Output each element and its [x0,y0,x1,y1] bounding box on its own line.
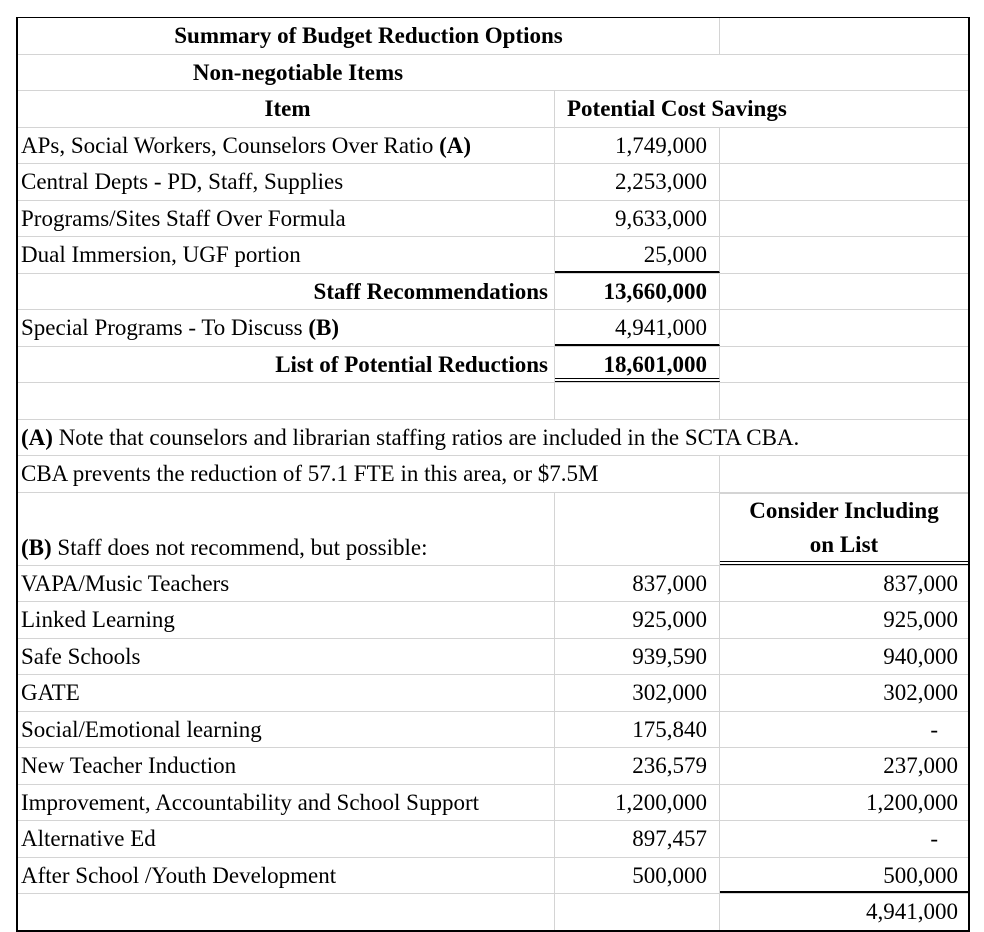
table-row [18,127,968,164]
b-item-label: New Teacher Induction [18,748,555,784]
budget-table [16,17,970,932]
table-row [18,601,968,638]
consider-including-header: Consider Including on List [720,493,968,565]
b-item-value: 500,000 [555,858,720,894]
table-row [18,711,968,748]
b-item-value: 236,579 [555,748,720,784]
subtitle-row [18,54,968,91]
title-row [18,17,968,54]
b-item-label: Improvement, Accountability and School Support [18,785,555,821]
item-label: APs, Social Workers, Counselors Over Ratio (A) [18,128,555,164]
b-item-consider: - [930,826,938,851]
table-row [18,784,968,821]
savings-header: Potential Cost Savings [567,96,787,121]
table-row [18,565,968,602]
blank-row [18,382,968,419]
special-programs-label: Special Programs - To Discuss (B) [18,310,555,346]
list-of-reductions-label: List of Potential Reductions [18,347,555,383]
item-value: 2,253,000 [555,164,720,200]
b-item-value: 1,200,000 [555,785,720,821]
b-item-value: 925,000 [555,602,720,638]
table-row [18,747,968,784]
staff-recommendations-value: 13,660,000 [555,274,720,310]
b-item-label: Social/Emotional learning [18,712,555,748]
section-b-header-row [18,492,968,565]
staff-recommendations-label: Staff Recommendations [18,274,555,310]
table-row [18,309,968,346]
note-a-row [18,419,968,456]
b-item-consider: 500,000 [720,858,968,894]
note-a-row [18,455,968,492]
b-item-label: Linked Learning [18,602,555,638]
item-label: Dual Immersion, UGF portion [18,237,555,273]
table-row [18,674,968,711]
item-header: Item [18,91,555,127]
consider-total: 4,941,000 [866,899,958,924]
b-item-value: 175,840 [555,712,720,748]
consider-total-row [18,893,968,930]
table-row [18,638,968,675]
table-row [18,200,968,237]
b-item-consider: - [930,716,938,742]
b-item-consider: 837,000 [883,570,958,596]
table-title: Summary of Budget Reduction Options [18,18,720,54]
table-row [18,163,968,200]
table-subtitle: Non-negotiable Items [192,59,404,85]
total-row [18,346,968,383]
special-programs-value: 4,941,000 [555,310,720,346]
section-b-label: (B) Staff does not recommend, but possible: [18,493,555,565]
table-row [18,236,968,273]
b-item-value: 939,590 [555,639,720,675]
item-label: Programs/Sites Staff Over Formula [18,201,555,237]
table-row [18,820,968,857]
b-item-consider: 302,000 [883,680,958,705]
item-label: Central Depts - PD, Staff, Supplies [18,164,555,200]
b-item-label: GATE [18,675,555,711]
item-value: 25,000 [555,237,720,273]
b-item-value: 302,000 [555,675,720,711]
note-a-line2: CBA prevents the reduction of 57.1 FTE in this area, or $7.5M [18,456,720,492]
b-item-label: Alternative Ed [18,821,555,857]
b-item-label: VAPA/Music Teachers [18,566,555,602]
b-item-label: Safe Schools [18,639,555,675]
note-a-line1: (A) Note that counselors and librarian staffing ratios are included in the SCTA CBA. [21,424,800,450]
header-row [18,90,968,127]
b-item-label: After School /Youth Development [18,858,555,894]
subtotal-row [18,273,968,310]
b-item-value: 897,457 [555,821,720,857]
b-item-consider: 925,000 [883,607,958,632]
item-value: 9,633,000 [555,201,720,237]
list-of-reductions-value: 18,601,000 [555,347,720,383]
item-value: 1,749,000 [555,128,720,164]
b-item-consider: 940,000 [883,643,958,669]
b-item-value: 837,000 [555,566,720,602]
b-item-consider: 1,200,000 [866,789,958,815]
table-row [18,857,968,894]
b-item-consider: 237,000 [883,753,958,778]
